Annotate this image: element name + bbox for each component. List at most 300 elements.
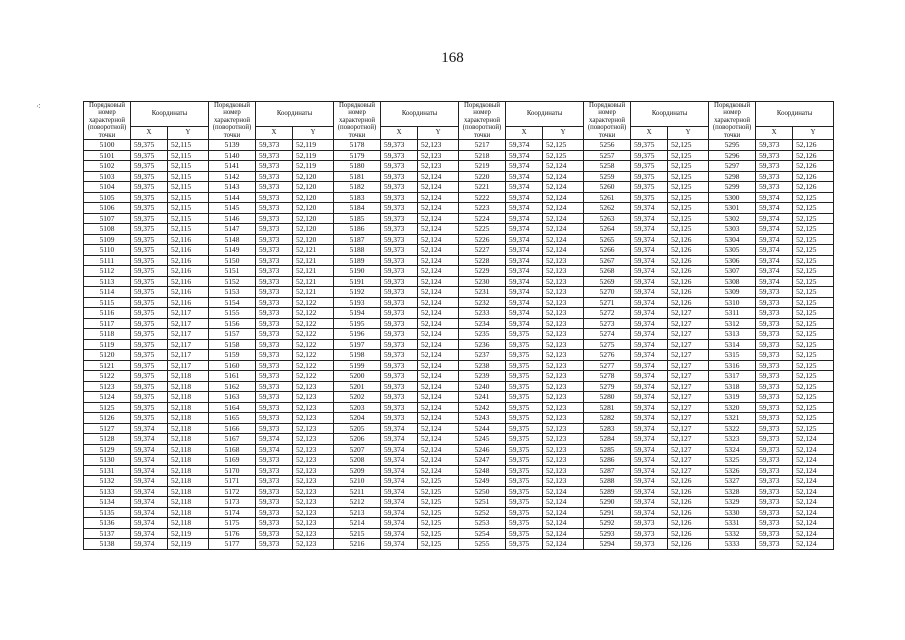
x-coordinate-cell: 59,373 <box>381 161 418 172</box>
y-header: Y <box>293 127 334 140</box>
x-coordinate-cell: 59,374 <box>506 182 543 193</box>
y-coordinate-cell: 52,124 <box>418 297 459 308</box>
x-coordinate-cell: 59,374 <box>506 161 543 172</box>
y-coordinate-cell: 52,123 <box>418 140 459 151</box>
y-coordinate-cell: 52,124 <box>418 392 459 403</box>
y-coordinate-cell: 52,127 <box>668 308 709 319</box>
point-number-cell: 5210 <box>334 476 381 487</box>
y-coordinate-cell: 52,125 <box>668 192 709 203</box>
y-coordinate-cell: 52,124 <box>543 497 584 508</box>
x-coordinate-cell: 59,373 <box>756 413 793 424</box>
y-coordinate-cell: 52,125 <box>418 476 459 487</box>
point-number-cell: 5318 <box>709 381 756 392</box>
y-coordinate-cell: 52,125 <box>793 287 834 298</box>
y-header: Y <box>418 127 459 140</box>
x-coordinate-cell: 59,375 <box>131 224 168 235</box>
point-number-header: Порядковый номер характерной (поворотной) точки <box>584 102 631 140</box>
point-number-cell: 5225 <box>459 224 506 235</box>
y-coordinate-cell: 52,118 <box>168 476 209 487</box>
point-number-cell: 5167 <box>209 434 256 445</box>
x-coordinate-cell: 59,375 <box>506 455 543 466</box>
x-coordinate-cell: 59,373 <box>256 266 293 277</box>
x-coordinate-cell: 59,374 <box>381 528 418 539</box>
y-coordinate-cell: 52,117 <box>168 339 209 350</box>
y-coordinate-cell: 52,124 <box>793 528 834 539</box>
x-coordinate-cell: 59,373 <box>381 287 418 298</box>
point-number-cell: 5322 <box>709 423 756 434</box>
x-coordinate-cell: 59,374 <box>631 245 668 256</box>
y-coordinate-cell: 52,125 <box>543 140 584 151</box>
point-number-cell: 5226 <box>459 234 506 245</box>
y-coordinate-cell: 52,121 <box>293 287 334 298</box>
x-coordinate-cell: 59,373 <box>381 150 418 161</box>
x-coordinate-cell: 59,373 <box>256 392 293 403</box>
x-coordinate-cell: 59,373 <box>756 161 793 172</box>
point-number-cell: 5237 <box>459 350 506 361</box>
point-number-cell: 5186 <box>334 224 381 235</box>
x-coordinate-cell: 59,373 <box>256 161 293 172</box>
x-coordinate-cell: 59,374 <box>131 497 168 508</box>
x-coordinate-cell: 59,375 <box>506 476 543 487</box>
x-coordinate-cell: 59,375 <box>506 518 543 529</box>
y-coordinate-cell: 52,122 <box>293 329 334 340</box>
point-number-cell: 5259 <box>584 171 631 182</box>
y-coordinate-cell: 52,118 <box>168 507 209 518</box>
point-number-cell: 5106 <box>84 203 131 214</box>
y-coordinate-cell: 52,120 <box>293 213 334 224</box>
point-number-cell: 5185 <box>334 213 381 224</box>
x-coordinate-cell: 59,375 <box>631 150 668 161</box>
point-number-cell: 5314 <box>709 339 756 350</box>
x-coordinate-cell: 59,374 <box>631 413 668 424</box>
point-number-cell: 5253 <box>459 518 506 529</box>
point-number-cell: 5189 <box>334 255 381 266</box>
table-row <box>84 150 834 161</box>
point-number-cell: 5320 <box>709 402 756 413</box>
point-number-cell: 5193 <box>334 297 381 308</box>
x-coordinate-cell: 59,374 <box>756 203 793 214</box>
x-coordinate-cell: 59,373 <box>631 518 668 529</box>
y-coordinate-cell: 52,126 <box>668 287 709 298</box>
y-coordinate-cell: 52,115 <box>168 171 209 182</box>
x-coordinate-cell: 59,373 <box>256 539 293 550</box>
x-coordinate-cell: 59,373 <box>256 276 293 287</box>
coordinates-header: Координаты <box>506 102 584 127</box>
y-coordinate-cell: 52,115 <box>168 150 209 161</box>
point-number-cell: 5324 <box>709 444 756 455</box>
point-number-cell: 5328 <box>709 486 756 497</box>
y-coordinate-cell: 52,126 <box>668 528 709 539</box>
y-coordinate-cell: 52,123 <box>293 518 334 529</box>
x-coordinate-cell: 59,373 <box>756 350 793 361</box>
x-coordinate-cell: 59,374 <box>756 245 793 256</box>
x-coordinate-cell: 59,374 <box>506 213 543 224</box>
x-coordinate-cell: 59,374 <box>756 276 793 287</box>
y-coordinate-cell: 52,126 <box>793 171 834 182</box>
x-coordinate-cell: 59,374 <box>631 266 668 277</box>
x-coordinate-cell: 59,373 <box>256 402 293 413</box>
x-coordinate-cell: 59,373 <box>256 350 293 361</box>
y-coordinate-cell: 52,123 <box>543 297 584 308</box>
point-number-cell: 5297 <box>709 161 756 172</box>
point-number-cell: 5319 <box>709 392 756 403</box>
point-number-cell: 5321 <box>709 413 756 424</box>
x-coordinate-cell: 59,373 <box>381 308 418 319</box>
y-coordinate-cell: 52,124 <box>793 507 834 518</box>
point-number-cell: 5241 <box>459 392 506 403</box>
x-coordinate-cell: 59,374 <box>631 287 668 298</box>
y-coordinate-cell: 52,123 <box>293 455 334 466</box>
point-number-cell: 5327 <box>709 476 756 487</box>
x-coordinate-cell: 59,375 <box>506 392 543 403</box>
point-number-cell: 5304 <box>709 234 756 245</box>
coordinates-header: Координаты <box>756 102 834 127</box>
point-number-cell: 5245 <box>459 434 506 445</box>
x-coordinate-cell: 59,374 <box>131 465 168 476</box>
point-number-cell: 5268 <box>584 266 631 277</box>
table-row <box>84 507 834 518</box>
point-number-cell: 5160 <box>209 360 256 371</box>
y-coordinate-cell: 52,127 <box>668 371 709 382</box>
point-number-cell: 5154 <box>209 297 256 308</box>
point-number-cell: 5285 <box>584 444 631 455</box>
x-coordinate-cell: 59,373 <box>256 518 293 529</box>
y-coordinate-cell: 52,125 <box>793 381 834 392</box>
x-coordinate-cell: 59,375 <box>131 287 168 298</box>
point-number-cell: 5187 <box>334 234 381 245</box>
y-coordinate-cell: 52,127 <box>668 455 709 466</box>
x-coordinate-cell: 59,374 <box>506 318 543 329</box>
y-coordinate-cell: 52,123 <box>293 402 334 413</box>
point-number-cell: 5213 <box>334 507 381 518</box>
point-number-cell: 5246 <box>459 444 506 455</box>
point-number-cell: 5102 <box>84 161 131 172</box>
point-number-cell: 5144 <box>209 192 256 203</box>
y-coordinate-cell: 52,125 <box>793 224 834 235</box>
y-header: Y <box>543 127 584 140</box>
point-number-cell: 5256 <box>584 140 631 151</box>
x-coordinate-cell: 59,374 <box>631 476 668 487</box>
x-coordinate-cell: 59,374 <box>756 234 793 245</box>
coordinates-header: Координаты <box>256 102 334 127</box>
y-coordinate-cell: 52,120 <box>293 192 334 203</box>
y-coordinate-cell: 52,124 <box>418 381 459 392</box>
x-coordinate-cell: 59,374 <box>506 297 543 308</box>
point-number-cell: 5262 <box>584 203 631 214</box>
point-number-cell: 5272 <box>584 308 631 319</box>
coordinates-table <box>83 101 834 550</box>
point-number-cell: 5202 <box>334 392 381 403</box>
point-number-cell: 5168 <box>209 444 256 455</box>
y-coordinate-cell: 52,115 <box>168 224 209 235</box>
page-number: 168 <box>441 50 464 66</box>
y-coordinate-cell: 52,123 <box>543 402 584 413</box>
table-row <box>84 434 834 445</box>
y-coordinate-cell: 52,127 <box>668 381 709 392</box>
point-number-cell: 5127 <box>84 423 131 434</box>
table-row <box>84 371 834 382</box>
y-coordinate-cell: 52,125 <box>668 213 709 224</box>
x-coordinate-cell: 59,375 <box>131 329 168 340</box>
y-coordinate-cell: 52,115 <box>168 140 209 151</box>
point-number-cell: 5293 <box>584 528 631 539</box>
x-coordinate-cell: 59,373 <box>256 245 293 256</box>
y-coordinate-cell: 52,125 <box>793 329 834 340</box>
point-number-cell: 5125 <box>84 402 131 413</box>
point-number-cell: 5153 <box>209 287 256 298</box>
y-coordinate-cell: 52,118 <box>168 381 209 392</box>
point-number-cell: 5173 <box>209 497 256 508</box>
point-number-cell: 5142 <box>209 171 256 182</box>
point-number-cell: 5204 <box>334 413 381 424</box>
point-number-cell: 5299 <box>709 182 756 193</box>
point-number-cell: 5281 <box>584 402 631 413</box>
point-number-cell: 5292 <box>584 518 631 529</box>
y-coordinate-cell: 52,124 <box>793 518 834 529</box>
point-number-cell: 5115 <box>84 297 131 308</box>
y-coordinate-cell: 52,124 <box>543 245 584 256</box>
point-number-cell: 5282 <box>584 413 631 424</box>
table-row <box>84 518 834 529</box>
x-coordinate-cell: 59,374 <box>506 245 543 256</box>
x-coordinate-cell: 59,375 <box>506 350 543 361</box>
x-coordinate-cell: 59,375 <box>631 182 668 193</box>
point-number-cell: 5312 <box>709 318 756 329</box>
x-coordinate-cell: 59,374 <box>381 423 418 434</box>
x-coordinate-cell: 59,375 <box>506 371 543 382</box>
scan-artifact: ⁖ <box>36 102 41 111</box>
y-coordinate-cell: 52,123 <box>293 381 334 392</box>
x-coordinate-cell: 59,374 <box>631 276 668 287</box>
y-coordinate-cell: 52,124 <box>543 528 584 539</box>
point-number-cell: 5311 <box>709 308 756 319</box>
y-coordinate-cell: 52,125 <box>793 255 834 266</box>
y-coordinate-cell: 52,125 <box>793 308 834 319</box>
point-number-cell: 5306 <box>709 255 756 266</box>
y-coordinate-cell: 52,123 <box>293 528 334 539</box>
point-number-cell: 5326 <box>709 465 756 476</box>
x-header: X <box>256 127 293 140</box>
x-coordinate-cell: 59,373 <box>756 528 793 539</box>
point-number-cell: 5208 <box>334 455 381 466</box>
x-coordinate-cell: 59,374 <box>631 507 668 518</box>
x-coordinate-cell: 59,374 <box>506 266 543 277</box>
x-coordinate-cell: 59,375 <box>131 203 168 214</box>
point-number-cell: 5270 <box>584 287 631 298</box>
x-coordinate-cell: 59,373 <box>381 371 418 382</box>
point-number-cell: 5279 <box>584 381 631 392</box>
table-row <box>84 444 834 455</box>
y-coordinate-cell: 52,124 <box>418 350 459 361</box>
y-coordinate-cell: 52,118 <box>168 402 209 413</box>
point-number-cell: 5126 <box>84 413 131 424</box>
point-number-cell: 5188 <box>334 245 381 256</box>
point-number-cell: 5200 <box>334 371 381 382</box>
x-coordinate-cell: 59,374 <box>756 192 793 203</box>
table-row <box>84 308 834 319</box>
x-coordinate-cell: 59,373 <box>256 360 293 371</box>
y-coordinate-cell: 52,127 <box>668 339 709 350</box>
point-number-cell: 5224 <box>459 213 506 224</box>
point-number-cell: 5195 <box>334 318 381 329</box>
x-coordinate-cell: 59,374 <box>756 266 793 277</box>
table-row <box>84 455 834 466</box>
y-coordinate-cell: 52,126 <box>668 234 709 245</box>
y-coordinate-cell: 52,126 <box>668 539 709 550</box>
point-number-cell: 5137 <box>84 528 131 539</box>
x-coordinate-cell: 59,373 <box>381 413 418 424</box>
y-coordinate-cell: 52,123 <box>543 465 584 476</box>
y-coordinate-cell: 52,124 <box>793 476 834 487</box>
x-coordinate-cell: 59,373 <box>381 213 418 224</box>
point-number-cell: 5302 <box>709 213 756 224</box>
x-coordinate-cell: 59,374 <box>506 234 543 245</box>
y-coordinate-cell: 52,125 <box>793 371 834 382</box>
point-number-cell: 5222 <box>459 192 506 203</box>
point-number-cell: 5163 <box>209 392 256 403</box>
table-row <box>84 392 834 403</box>
x-coordinate-cell: 59,375 <box>131 350 168 361</box>
x-coordinate-cell: 59,375 <box>131 266 168 277</box>
point-number-cell: 5121 <box>84 360 131 371</box>
x-coordinate-cell: 59,374 <box>131 476 168 487</box>
y-coordinate-cell: 52,125 <box>793 297 834 308</box>
x-coordinate-cell: 59,374 <box>631 423 668 434</box>
y-coordinate-cell: 52,125 <box>793 413 834 424</box>
point-number-cell: 5332 <box>709 528 756 539</box>
x-coordinate-cell: 59,374 <box>381 518 418 529</box>
y-coordinate-cell: 52,125 <box>793 203 834 214</box>
y-coordinate-cell: 52,124 <box>418 360 459 371</box>
table-row <box>84 287 834 298</box>
y-coordinate-cell: 52,125 <box>793 266 834 277</box>
y-coordinate-cell: 52,119 <box>293 140 334 151</box>
y-coordinate-cell: 52,124 <box>793 444 834 455</box>
x-coordinate-cell: 59,373 <box>756 182 793 193</box>
y-coordinate-cell: 52,126 <box>793 161 834 172</box>
point-number-cell: 5140 <box>209 150 256 161</box>
y-coordinate-cell: 52,121 <box>293 276 334 287</box>
point-number-cell: 5151 <box>209 266 256 277</box>
x-coordinate-cell: 59,375 <box>131 402 168 413</box>
x-coordinate-cell: 59,373 <box>256 171 293 182</box>
x-coordinate-cell: 59,373 <box>381 140 418 151</box>
point-number-cell: 5300 <box>709 192 756 203</box>
x-coordinate-cell: 59,373 <box>256 308 293 319</box>
coordinates-header: Координаты <box>381 102 459 127</box>
point-number-cell: 5170 <box>209 465 256 476</box>
point-number-cell: 5252 <box>459 507 506 518</box>
y-coordinate-cell: 52,125 <box>668 171 709 182</box>
x-coordinate-cell: 59,374 <box>131 518 168 529</box>
y-coordinate-cell: 52,124 <box>418 276 459 287</box>
table-row <box>84 339 834 350</box>
point-number-cell: 5101 <box>84 150 131 161</box>
coordinates-header: Координаты <box>131 102 209 127</box>
y-coordinate-cell: 52,126 <box>668 518 709 529</box>
header-row <box>84 102 834 127</box>
x-coordinate-cell: 59,374 <box>631 392 668 403</box>
x-coordinate-cell: 59,374 <box>631 224 668 235</box>
point-number-header: Порядковый номер характерной (поворотной) точки <box>209 102 256 140</box>
point-number-cell: 5217 <box>459 140 506 151</box>
point-number-cell: 5278 <box>584 371 631 382</box>
x-coordinate-cell: 59,375 <box>131 150 168 161</box>
y-coordinate-cell: 52,124 <box>543 203 584 214</box>
table-row <box>84 224 834 235</box>
y-header: Y <box>793 127 834 140</box>
point-number-cell: 5275 <box>584 339 631 350</box>
point-number-cell: 5249 <box>459 476 506 487</box>
y-coordinate-cell: 52,123 <box>543 360 584 371</box>
x-coordinate-cell: 59,373 <box>381 360 418 371</box>
point-number-cell: 5146 <box>209 213 256 224</box>
y-coordinate-cell: 52,117 <box>168 329 209 340</box>
y-coordinate-cell: 52,124 <box>418 329 459 340</box>
point-number-cell: 5138 <box>84 539 131 550</box>
y-coordinate-cell: 52,125 <box>793 402 834 413</box>
x-coordinate-cell: 59,375 <box>506 497 543 508</box>
point-number-cell: 5221 <box>459 182 506 193</box>
y-coordinate-cell: 52,124 <box>418 402 459 413</box>
y-coordinate-cell: 52,116 <box>168 266 209 277</box>
point-number-cell: 5287 <box>584 465 631 476</box>
y-coordinate-cell: 52,123 <box>293 486 334 497</box>
x-coordinate-cell: 59,373 <box>256 486 293 497</box>
y-coordinate-cell: 52,123 <box>293 423 334 434</box>
x-coordinate-cell: 59,373 <box>256 297 293 308</box>
y-coordinate-cell: 52,126 <box>668 255 709 266</box>
x-coordinate-cell: 59,375 <box>131 276 168 287</box>
point-number-cell: 5148 <box>209 234 256 245</box>
x-coordinate-cell: 59,373 <box>256 465 293 476</box>
y-coordinate-cell: 52,124 <box>793 455 834 466</box>
point-number-cell: 5100 <box>84 140 131 151</box>
x-coordinate-cell: 59,375 <box>131 318 168 329</box>
point-number-cell: 5235 <box>459 329 506 340</box>
table-row <box>84 192 834 203</box>
x-coordinate-cell: 59,374 <box>506 224 543 235</box>
y-coordinate-cell: 52,127 <box>668 423 709 434</box>
y-coordinate-cell: 52,122 <box>293 339 334 350</box>
point-number-cell: 5261 <box>584 192 631 203</box>
y-coordinate-cell: 52,127 <box>668 402 709 413</box>
y-coordinate-cell: 52,118 <box>168 413 209 424</box>
x-coordinate-cell: 59,374 <box>631 203 668 214</box>
y-coordinate-cell: 52,116 <box>168 245 209 256</box>
x-coordinate-cell: 59,374 <box>131 486 168 497</box>
y-coordinate-cell: 52,125 <box>793 350 834 361</box>
y-coordinate-cell: 52,125 <box>793 318 834 329</box>
y-coordinate-cell: 52,123 <box>543 392 584 403</box>
point-number-cell: 5280 <box>584 392 631 403</box>
y-coordinate-cell: 52,124 <box>418 213 459 224</box>
x-coordinate-cell: 59,375 <box>506 528 543 539</box>
point-number-cell: 5316 <box>709 360 756 371</box>
x-coordinate-cell: 59,373 <box>631 528 668 539</box>
y-coordinate-cell: 52,123 <box>418 161 459 172</box>
point-number-cell: 5117 <box>84 318 131 329</box>
x-coordinate-cell: 59,373 <box>381 381 418 392</box>
y-coordinate-cell: 52,124 <box>543 518 584 529</box>
x-coordinate-cell: 59,373 <box>256 476 293 487</box>
point-number-cell: 5104 <box>84 182 131 193</box>
x-coordinate-cell: 59,373 <box>756 140 793 151</box>
y-coordinate-cell: 52,115 <box>168 203 209 214</box>
y-coordinate-cell: 52,118 <box>168 444 209 455</box>
point-number-cell: 5122 <box>84 371 131 382</box>
x-coordinate-cell: 59,373 <box>756 381 793 392</box>
